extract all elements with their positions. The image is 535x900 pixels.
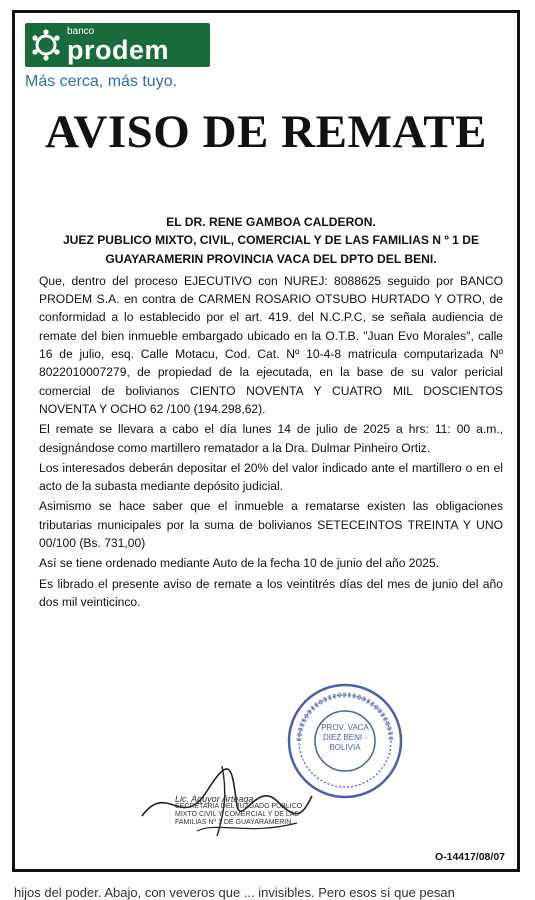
logo-tagline: Más cerca, más tuyo. — [25, 73, 178, 90]
notice-body — [39, 213, 503, 611]
notice-paragraph: Los interesados deberán depositar el 20% del valor indicado ante el martillero o en el acto de la subasta mediante depósito judicial. — [39, 460, 503, 494]
prodem-emblem-icon — [25, 23, 67, 67]
notice-paragraph: El remate se llevara a cabo el día lunes 14 de julio de 2025 a hrs: 11: 00 a.m., designándose como martillero rematador a la Dra. Dulmar Pinheiro Ortiz. — [39, 422, 503, 455]
cropped-article-text: hijos del poder. Abajo, con veveros que ... invisibles. Pero esos sí que pesan — [14, 885, 455, 900]
seal-text: PROV. VACA DIEZ BENI - BOLIVIA — [321, 723, 369, 752]
notice-paragraph: Es librado el presente aviso de remate a los veintitrés días del mes de junio del año dos mil veinticinco. — [39, 576, 503, 609]
signature-line: FAMILIAS Nº 1 DE GUAYARAMERIN — [175, 819, 292, 826]
signature-line: SECRETARIA DEL JUZGADO PUBLICO — [175, 803, 303, 810]
signature-caption — [175, 795, 302, 827]
judge-name: EL DR. RENE GAMBOA CALDERON. — [166, 215, 376, 229]
notice-paragraph: Así se tiene ordenado mediante Auto de la fecha 10 de junio del año 2025. — [39, 556, 440, 571]
notice-paragraph: Que, dentro del proceso EJECUTIVO con NUREJ: 8088625 seguido por BANCO PRODEM S.A. en contra de CARMEN ROSARIO OTSUBO HURTADO Y OTRO, de conformidad a lo establecido por el art. 419. del N.C.P.C, se señala audiencia de remate del bien inmueble embargado ubicado en la O.T.B. "Juan Evo Morales", calle 16 de julio, esq. Calle Motacu, Cod. Cat. Nº 10-4-8 matricula computarizada Nº 8022010007279, de propiedad de la ejecutada, en la base de su valor pericial comercial de bolivianos CIENTO NOVENTA Y CUATRO MIL DOSCIENTOS NOVENTA Y OCHO 62 /100 (194.298,62). — [39, 273, 503, 416]
bank-logo — [25, 23, 210, 91]
notice-title: AVISO DE REMATE — [45, 106, 487, 158]
logo-box — [25, 23, 210, 67]
notice-paragraph: Asimismo se hace saber que el inmueble a rematarse existen las obligaciones tributarias municipales por la suma de bolivianos SETECEINTOS TREINTA Y UNO 00/100 (Bs. 731,00) — [39, 499, 503, 551]
notice-frame — [12, 10, 520, 872]
court-name: JUEZ PUBLICO MIXTO, CIVIL, COMERCIAL Y DE LAS FAMILIAS N º 1 DE GUAYARAMERIN PROVINCIA VACA DEL DPTO DEL BENI. — [62, 233, 480, 266]
reference-code: O-14417/08/07 — [434, 851, 505, 863]
logo-small-text: banco — [67, 25, 95, 37]
signature-line: Lic. Aguyor Arteaga — [175, 794, 254, 804]
signature-line: MIXTO CIVIL Y COMERCIAL Y DE LAS — [175, 811, 300, 818]
logo-brand-text: prodem — [67, 34, 170, 65]
